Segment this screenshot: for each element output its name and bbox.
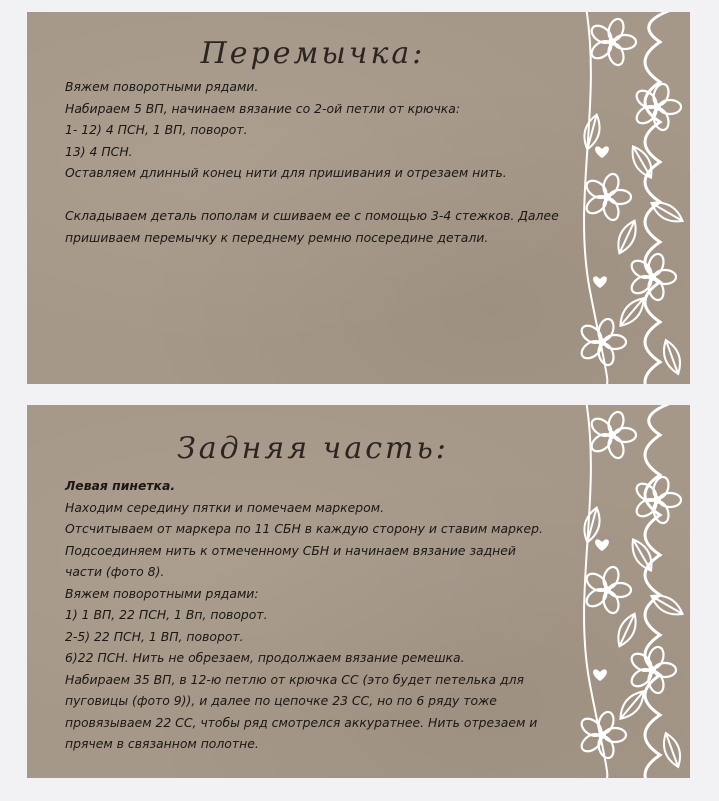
text-line: 13) 4 ПСН. (65, 143, 133, 159)
lace-leaf (659, 731, 684, 770)
text-line: части (фото 8). (65, 564, 165, 579)
lace-leaf (648, 197, 686, 227)
text-line: Набираем 35 ВП, в 12-ю петлю от крючка СС (это будет петелька для (65, 671, 524, 687)
lace-flower (588, 410, 636, 460)
card-title: Перемычка: (200, 36, 426, 71)
lace-leaf (581, 506, 604, 544)
lace-leaf (648, 590, 686, 620)
lace-leaf (659, 338, 684, 377)
lace-leaf (615, 294, 649, 331)
text-line: Складываем деталь пополам и сшиваем ее с помощью 3-4 стежков. Далее (65, 208, 559, 223)
text-line: Набираем 5 ВП, начинаем вязание со 2-ой петли от крючка: (65, 100, 461, 116)
lace-vine (645, 405, 680, 778)
lace-leaf (615, 687, 649, 724)
text-line: 6)22 ПСН. Нить не обрезаем, продолжаем вязание ремешка. (65, 650, 465, 665)
lace-leaf (627, 536, 657, 574)
lace-border-decoration (572, 405, 690, 778)
card-body (65, 475, 605, 755)
lace-leaf (581, 113, 604, 151)
text-line: Подсоединяем нить к отмеченному СБН и начинаем вязание задней (65, 542, 516, 558)
lace-flower (583, 565, 631, 615)
text-line: Оставляем длинный конец нити для пришивания и отрезаем нить. (65, 165, 507, 180)
text-line: 1- 12) 4 ПСН, 1 ВП, поворот. (65, 122, 248, 137)
lace-flower (583, 172, 631, 222)
lace-vine (645, 12, 680, 384)
text-line: провязываем 22 СС, чтобы ряд смотрелся аккуратнее. Нить отрезаем и (65, 714, 538, 730)
lace-flower (588, 17, 636, 67)
text-line: Находим середину пятки и помечаем маркером. (65, 499, 385, 515)
lace-leaf (627, 143, 657, 181)
card-body (65, 76, 605, 248)
lace-flower (578, 710, 626, 760)
lace-flower (578, 317, 626, 367)
lace-flower (628, 252, 676, 302)
text-line: 2-5) 22 ПСН, 1 ВП, поворот. (65, 628, 244, 644)
text-line: Отсчитываем от маркера по 11 СБН в каждую сторону и ставим маркер. (65, 521, 543, 536)
paragraph-gap (65, 184, 605, 206)
lace-border-decoration (572, 12, 690, 384)
text-line: Вяжем поворотными рядами. (65, 79, 259, 94)
lace-heart (593, 669, 607, 681)
text-line: Вяжем поворотными рядами: (65, 585, 259, 601)
card-title: Задняя часть: (177, 431, 449, 466)
lace-heart (593, 276, 607, 288)
text-line: 1) 1 ВП, 22 ПСН, 1 Вп, поворот. (65, 607, 268, 622)
instruction-card-back-part (27, 405, 690, 778)
lace-heart (595, 539, 609, 551)
lace-heart (595, 146, 609, 158)
lace-flower (628, 645, 676, 695)
instruction-card-jumper (27, 12, 690, 384)
section-subtitle: Левая пинетка. (65, 478, 176, 493)
lace-leaf (613, 218, 641, 257)
text-line: пуговицы (фото 9)), и далее по цепочке 23 СС, но по 6 ряду тоже (65, 693, 497, 708)
text-line: прячем в связанном полотне. (65, 736, 259, 751)
lace-leaf (613, 611, 641, 650)
text-line: пришиваем перемычку к переднему ремню посередине детали. (65, 229, 489, 245)
